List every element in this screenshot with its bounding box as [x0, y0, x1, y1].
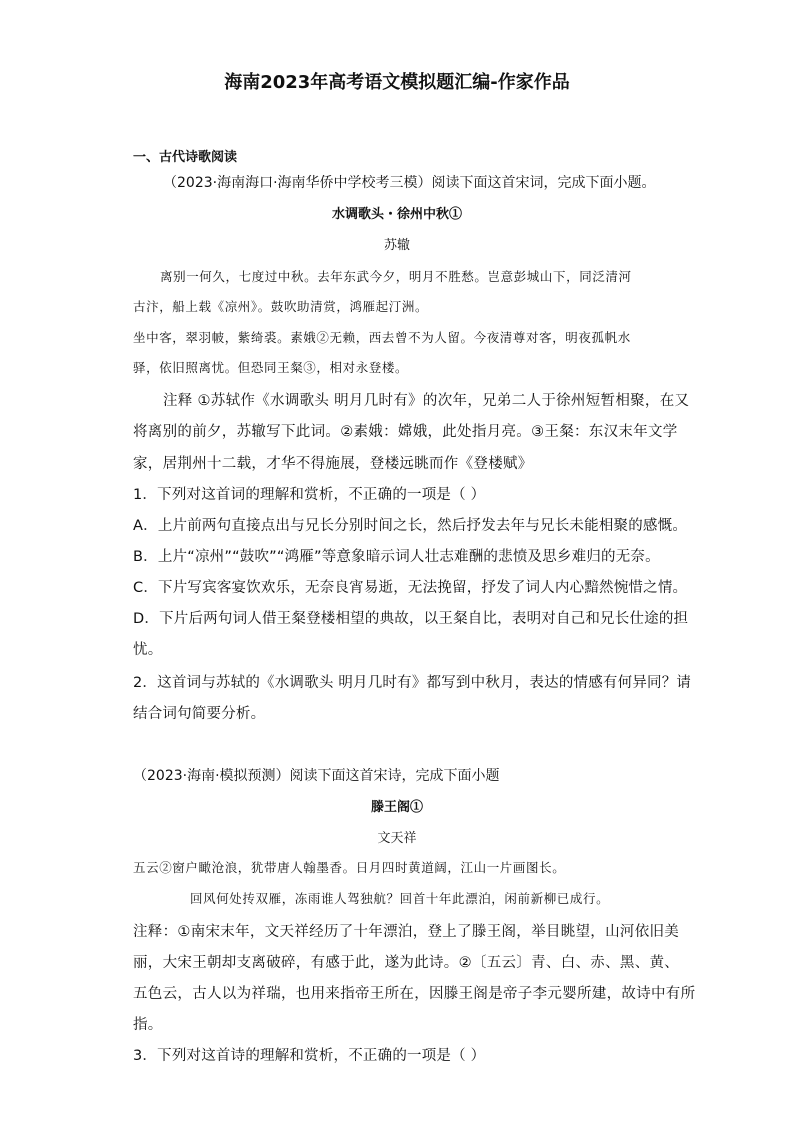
question-3: 3．下列对这首诗的理解和赏析，不正确的一项是（ ）: [133, 1048, 486, 1064]
passage-intro: （2023·海南海口·海南华侨中学校考三模）阅读下面这首宋词，完成下面小题。: [163, 175, 656, 191]
annotation-line: 五色云，古人以为祥瑞，也用来指帝王所在，因滕王阁是帝子李元婴所建，故诗中有所: [133, 986, 696, 1002]
poem-line: 驿，依旧照离忧。但恐同王粲③，相对永登楼。: [133, 360, 409, 375]
annotation-line: 家，居荆州十二载，才华不得施展，登楼远眺而作《登楼赋》: [133, 456, 533, 472]
option-b: B．上片“凉州”“鼓吹”“鸿雁”等意象暗示词人壮志难酬的悲愤及思乡难归的无奈。: [133, 549, 660, 565]
document-title: 海南2023年高考语文模拟题汇编-作家作品: [224, 72, 570, 93]
annotation-line: 注释：①南宋末年，文天祥经历了十年漂泊，登上了滕王阁，举目眺望，山河依旧美: [133, 924, 680, 940]
poem-title: 滕王阁①: [370, 800, 423, 815]
option-a: A．上片前两句直接点出与兄长分别时间之长，然后抒发去年与兄长未能相聚的感慨。: [133, 518, 688, 534]
annotation-line: 注释 ①苏轼作《水调歌头 明月几时有》的次年，兄弟二人于徐州短暂相聚，在又: [163, 393, 690, 409]
annotation-line: 丽，大宋王朝却支离破碎，有感于此，遂为此诗。②〔五云〕青、白、赤、黑、黄、: [133, 955, 680, 971]
poem-line: 坐中客，翠羽帔，紫绮裘。素娥②无赖，西去曾不为人留。今夜清尊对客，明夜孤帆水: [133, 330, 631, 345]
poem-line: 古汴，船上载《凉州》。鼓吹助清赏，鸿雁起汀洲。: [133, 299, 429, 314]
question-1: 1．下列对这首词的理解和赏析，不正确的一项是（ ）: [133, 487, 486, 503]
question-2-continued: 结合词句简要分析。: [133, 706, 266, 722]
question-2: 2．这首词与苏轼的《水调歌头 明月几时有》都写到中秋月，表达的情感有何异同？请: [133, 675, 692, 691]
passage-intro: （2023·海南·模拟预测）阅读下面这首宋诗，完成下面小题: [133, 768, 500, 784]
option-c: C．下片写宾客宴饮欢乐，无奈良宵易逝，无法挽留，抒发了词人内心黯然惋惜之情。: [133, 580, 688, 596]
poem-line: 五云②窗户瞰沧浪，犹带唐人翰墨香。日月四时黄道阔，江山一片画图长。: [133, 860, 566, 875]
poem-author: 苏辙: [383, 238, 410, 253]
annotation-line: 将离别的前夕，苏辙写下此词。②素娥：嫦娥，此处指月亮。③王粲：东汉末年文学: [133, 424, 678, 440]
option-d: D．下片后两句词人借王粲登楼相望的典故，以王粲自比，表明对自己和兄长仕途的担: [133, 611, 689, 627]
poem-title: 水调歌头・徐州中秋①: [331, 207, 462, 222]
annotation-line: 指。: [133, 1017, 163, 1033]
poem-line: 离别一何久，七度过中秋。去年东武今夕，明月不胜愁。岂意彭城山下，同泛清河: [160, 269, 632, 284]
section-heading: 一、古代诗歌阅读: [133, 150, 238, 165]
poem-line: 回风何处抟双雁，冻雨谁人驾独航？回首十年此漂泊，闲前新柳已成行。: [190, 891, 610, 906]
poem-author: 文天祥: [377, 831, 417, 846]
option-d-continued: 忧。: [133, 642, 163, 658]
